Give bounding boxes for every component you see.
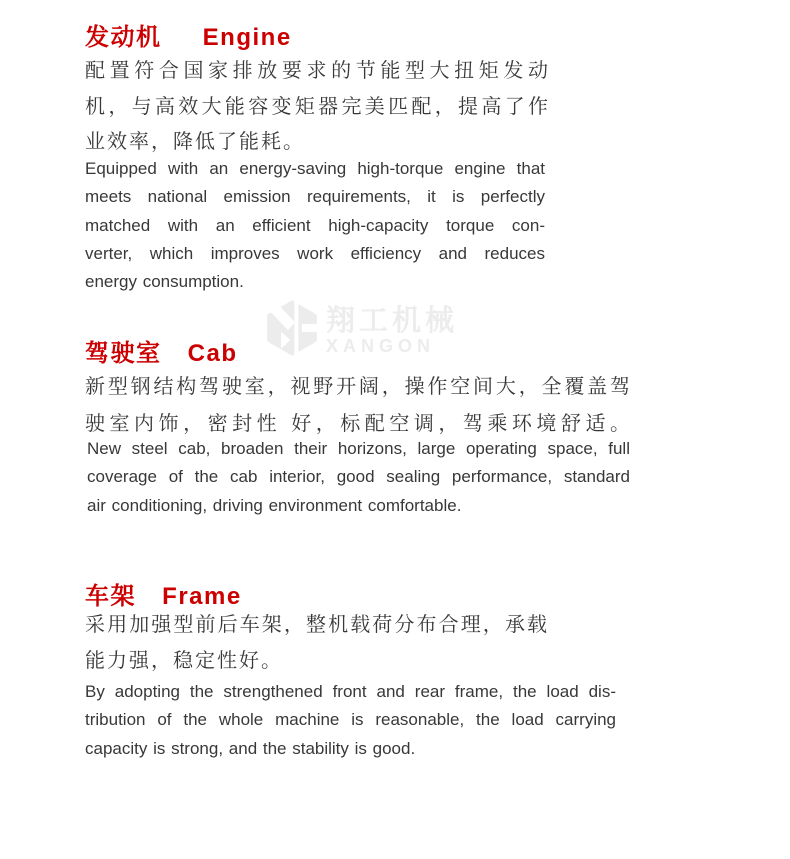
paragraph-line: New steel cab, broaden their horizons, large operating space, full	[87, 439, 630, 458]
section-title-frame-en: Frame	[162, 583, 242, 610]
paragraph-line: energy consumption.	[85, 272, 244, 292]
paragraph-line: 驶室内饰，密封性 好，标配空调，驾乘环境舒适。	[85, 412, 630, 435]
paragraph-line: 能力强，稳定性好。	[85, 649, 283, 672]
section-title-cab	[85, 333, 238, 368]
section-title-frame-zh: 车架	[85, 583, 136, 610]
paragraph-line: Equipped with an energy-saving high-torque engine that	[85, 159, 545, 178]
frame-paragraph-en	[85, 678, 616, 763]
paragraph-line: matched with an efficient high-capacity torque con-	[85, 215, 545, 235]
section-title-cab-en: Cab	[187, 340, 238, 367]
paragraph-line: 配置符合国家排放要求的节能型大扭矩发动	[85, 60, 548, 82]
paragraph-line: tribution of the whole machine is reasonable, the load carrying	[85, 710, 616, 730]
paragraph-line: air conditioning, driving environment comfortable.	[87, 495, 462, 515]
xiangong-logo-icon	[266, 299, 318, 362]
paragraph-line: capacity is strong, and the stability is good.	[85, 738, 416, 758]
engine-paragraph-en	[85, 155, 545, 296]
section-title-cab-zh: 驾驶室	[85, 340, 162, 367]
section-title-engine	[85, 17, 292, 52]
paragraph-line: 机，与高效大能容变矩器完美匹配，提高了作	[85, 95, 548, 118]
section-title-frame	[85, 576, 242, 611]
cab-paragraph-en	[87, 435, 630, 520]
paragraph-line: 新型钢结构驾驶室，视野开阔，操作空间大，全覆盖驾	[85, 376, 630, 398]
paragraph-line: verter, which improves work efficiency and reduces	[85, 243, 545, 263]
cab-paragraph-zh	[85, 369, 630, 442]
watermark-brand-cn: 翔工机械	[326, 305, 459, 337]
section-title-engine-zh: 发动机	[85, 24, 162, 51]
paragraph-line: meets national emission requirements, it is perfectly	[85, 187, 545, 207]
frame-paragraph-zh	[85, 608, 547, 679]
watermark-text	[326, 306, 458, 355]
section-title-engine-en: Engine	[202, 24, 292, 51]
watermark-brand-en: XANGON	[326, 336, 436, 356]
watermark	[266, 299, 458, 362]
paragraph-line: 采用加强型前后车架，整机载荷分布合理，承载	[85, 614, 547, 636]
paragraph-line: coverage of the cab interior, good sealing performance, standard	[87, 467, 630, 487]
paragraph-line: By adopting the strengthened front and rear frame, the load dis-	[85, 682, 616, 701]
paragraph-line: 业效率，降低了能耗。	[85, 131, 305, 153]
engine-paragraph-zh	[85, 54, 548, 161]
